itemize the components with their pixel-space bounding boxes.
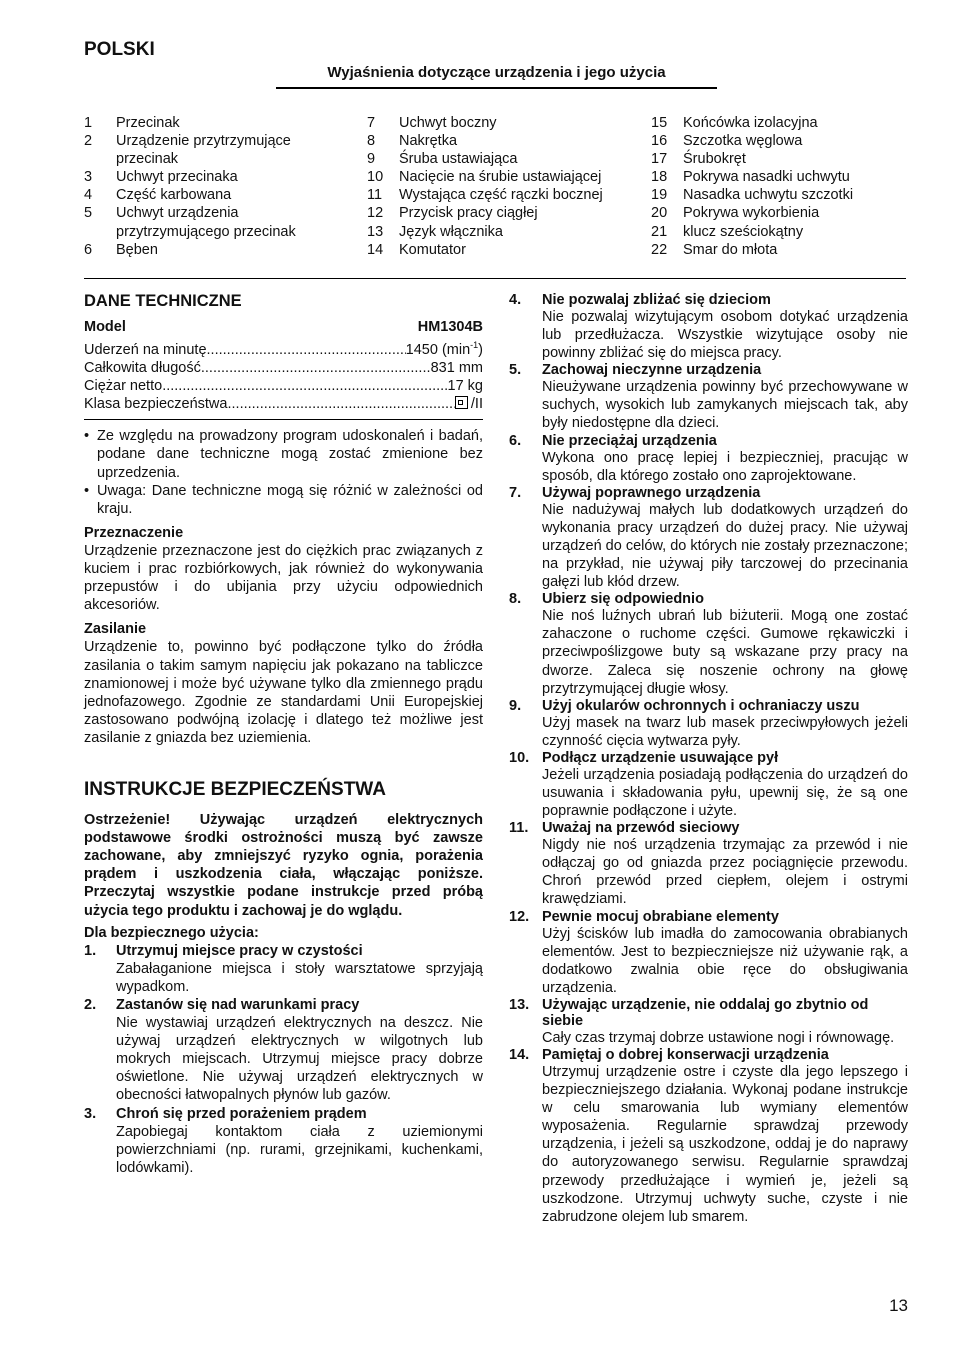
list-item: 22 Smar do młota bbox=[651, 241, 778, 258]
list-item: 1 Przecinak bbox=[84, 115, 180, 131]
right-column bbox=[509, 292, 908, 1226]
left-column bbox=[84, 292, 483, 1177]
safety-item: 10. Podłącz urządzenie usuwające pył Jeżeli urządzenia posiadają podłączenia do urządzeń do usuwania i składowania pyłu, upewnij się, że są one poprawnie podłączone i użyte. bbox=[509, 749, 908, 820]
parts-list-col-2 bbox=[367, 114, 642, 259]
safety-heading: INSTRUKCJE BEZPIECZEŃSTWA bbox=[84, 778, 386, 800]
list-item: 14 Komutator bbox=[367, 241, 466, 258]
language-heading: POLSKI bbox=[84, 39, 155, 60]
list-item: 9 Śruba ustawiająca bbox=[367, 151, 518, 168]
list-item: 20 Pokrywa wykorbienia bbox=[651, 205, 820, 222]
purpose-text: Urządzenie przeznaczone jest do ciężkich prac związanych z kuciem i prac rozbiórkowych, jak również do wykonywania przepustów i do ubijania przy użyciu odpowiednich akcesoriów. bbox=[84, 542, 483, 614]
safety-item: 2. Zastanów się nad warunkami pracy Nie wystawiaj urządzeń elektrycznych na deszcz. Nie używaj urządzeń elektrycznych w wilgotnych lub mokrych miejscach. Utrzymuj miejsce pracy dobrze oświetlone. Nie używaj urządzeń elektrycznych w obecności łatwopalnych płynów lub gazów. bbox=[84, 997, 483, 1104]
safety-item: 14. Pamiętaj o dobrej konserwacji urządzenia Utrzymuj urządzenie ostre i czyste dla jego lepszego i bezpieczniejszego działania. Wykonaj podane instrukcje w celu smarowania lub wymiany elementów wyposażenia. Regularnie sprawdzaj przewody urządzenia, i jeżeli są uszkodzone, oddaj je do naprawy do autoryzowanego serwisu. Regularnie sprawdzaj przewody przedłużające i wymień je, jeżeli są uszkodzone. Utrzymuj uchwyty suche, czyste i nie zabrudzone olejem lub smarem. bbox=[509, 1047, 908, 1225]
spec-row-blows: Uderzeń na minutę ..... 1450 $(\min^{-1})$ bbox=[84, 336, 483, 359]
list-item: 7 Uchwyt boczny bbox=[367, 115, 497, 131]
section-subtitle: Wyjaśnienia dotyczące urządzenia i jego użycia bbox=[276, 64, 717, 89]
purpose-heading: Przeznaczenie bbox=[84, 524, 184, 541]
safety-item: 5. Zachowaj nieczynne urządzenia Nieużywane urządzenia powinny być przechowywane w suchych, wysokich lub zamykanych miejscach tak, aby były niedostępne dla dzieci. bbox=[509, 362, 908, 432]
list-item: 2 Urządzenie przytrzymujące przecinak bbox=[84, 133, 291, 168]
power-heading: Zasilanie bbox=[84, 621, 147, 638]
safety-item: 6. Nie przeciążaj urządzenia Wykona ono pracę lepiej i bezpieczniej, pracując w sposób, dla którego zostało ono zaprojektowane. bbox=[509, 432, 908, 484]
safety-item: 12. Pewnie mocuj obrabiane elementy Użyj ścisków lub imadła do zamocowania obrabianych elementów. Jest to bezpieczniejsze niż używanie rąk, a dodatkowo zwalnia obie ręce do obsługiwania urządzenia. bbox=[509, 908, 908, 996]
double-insulation-icon bbox=[455, 396, 468, 409]
spec-row-safety-class: Klasa bezpieczeństwa ..... /II bbox=[84, 395, 483, 413]
specs-heading: DANE TECHNICZNE bbox=[84, 292, 242, 310]
list-item: 21 klucz sześciokątny bbox=[651, 223, 804, 240]
spec-row-weight: Ciężar netto ..... 17 kg bbox=[84, 377, 483, 395]
note-item: • Ze względu na prowadzony program udoskonaleń i badań, podane dane techniczne mogą zostać zmienione bez uprzedzenia. bbox=[84, 428, 483, 481]
list-item: 17 Śrubokręt bbox=[651, 151, 746, 168]
safety-item: 7. Używaj poprawnego urządzenia Nie nadużywaj małych lub dodatkowych urządzeń do wykonania pracy urządzeń do dużej pracy. Nie używaj urządzeń do celów, do których nie zostały przeznaczone; na przykład, nie używaj piły tarczowej do przecinania gałęzi lub kłód drzew. bbox=[509, 484, 908, 591]
list-item: 4 Część karbowana bbox=[84, 187, 232, 204]
section-divider bbox=[84, 278, 906, 279]
list-item: 18 Pokrywa nasadki uchwytu bbox=[651, 169, 850, 186]
spec-row-length: Całkowita długość ..... 831 mm bbox=[84, 359, 483, 377]
safety-item: 4. Nie pozwalaj zbliżać się dzieciom Nie pozwalaj wizytującym osobom dotykać urządzenia lub przedłużacza. Wszystkie wizytujące osoby nie powinny zbliżać się do miejsca pracy. bbox=[509, 292, 908, 362]
list-item: 12 Przycisk pracy ciągłej bbox=[367, 205, 538, 222]
list-item: 5 Uchwyt urządzenia przytrzymującego przecinak bbox=[84, 205, 296, 240]
list-item: 13 Język włącznika bbox=[367, 223, 503, 240]
safety-item: 3. Chroń się przed porażeniem prądem Zapobiegaj kontaktom ciała z uziemionymi powierzchniami (np. rurami, grzejnikami, kuchenkami, lodówkami). bbox=[84, 1105, 483, 1176]
list-item: 6 Bęben bbox=[84, 241, 158, 258]
page-number: 13 bbox=[889, 1296, 908, 1315]
list-item: 19 Nasadka uchwytu szczotki bbox=[651, 187, 854, 204]
parts-list-col-3 bbox=[651, 114, 906, 259]
note-item: • Uwaga: Dane techniczne mogą się różnić w zależności od kraju. bbox=[84, 482, 483, 517]
safety-item: 8. Ubierz się odpowiednio Nie noś luźnych ubrań lub biżuterii. Mogą one zostać zahaczone o ruchome części. Gumowe rękawiczki i przeciwpoślizgowe buty są wskazane przy pracy na dworze. Zaleca się noszenie ochrony na głowę przytrzymującej długie włosy. bbox=[509, 591, 908, 697]
spec-row-model: Model HM1304B bbox=[84, 319, 483, 336]
safety-item: 1. Utrzymuj miejsce pracy w czystości Zabałaganione miejsca i stoły warsztatowe sprzyjają wypadkom. bbox=[84, 942, 483, 995]
list-item: 16 Szczotka węglowa bbox=[651, 133, 803, 150]
list-item: 15 Końcówka izolacyjna bbox=[651, 115, 818, 131]
list-item: 11 Wystająca część rączki bocznej bbox=[367, 187, 603, 204]
safety-warning: Ostrzeżenie! Używając urządzeń elektrycznych podstawowe środki ostrożności muszą być zawsze zachowane, aby zmniejszyć ryzyko ognia, porażenia prądem i uszkodzenia ciała, włączając poniższe. Przeczytaj wszystkie podane instrukcje przed próbą użycia tego produktu i zachowaj je do wglądu. bbox=[84, 812, 483, 919]
specs-table bbox=[84, 318, 483, 420]
list-item: 3 Uchwyt przecinaka bbox=[84, 169, 238, 186]
safety-intro: Dla bezpiecznego użycia: bbox=[84, 924, 259, 941]
parts-list-col-1 bbox=[84, 114, 354, 259]
safety-item: 9. Użyj okularów ochronnych i ochraniaczy uszu Użyj masek na twarz lub masek przeciwpyłowych jeżeli czynność cięcia wytwarza pyły. bbox=[509, 697, 908, 749]
safety-item: 13. Używając urządzenie, nie oddalaj go zbytnio od siebie Cały czas trzymaj dobrze ustawione nogi i równowagę. bbox=[509, 996, 895, 1046]
list-item: 10 Nacięcie na śrubie ustawiającej bbox=[367, 169, 602, 186]
safety-item: 11. Uważaj na przewód sieciowy Nigdy nie noś urządzenia trzymając za przewód i nie odłączaj go od gniazda przez pociągnięcie przewodu. Chroń przewód przed ciepłem, olejem i ostrymi krawędziami. bbox=[509, 820, 908, 908]
list-item: 8 Nakrętka bbox=[367, 133, 458, 150]
power-text: Urządzenie to, powinno być podłączone tylko do źródła zasilania o takim samym napięciu jak pokazano na tabliczce znamionowej i może być używane tylko dla zmiennego prądu jednofazowego. Zgodnie ze standardami Unii Europejskiej zastosowano podwójną izolację i dlatego też możliwe jest zasilanie z gniazda bez uziemienia. bbox=[84, 639, 483, 746]
